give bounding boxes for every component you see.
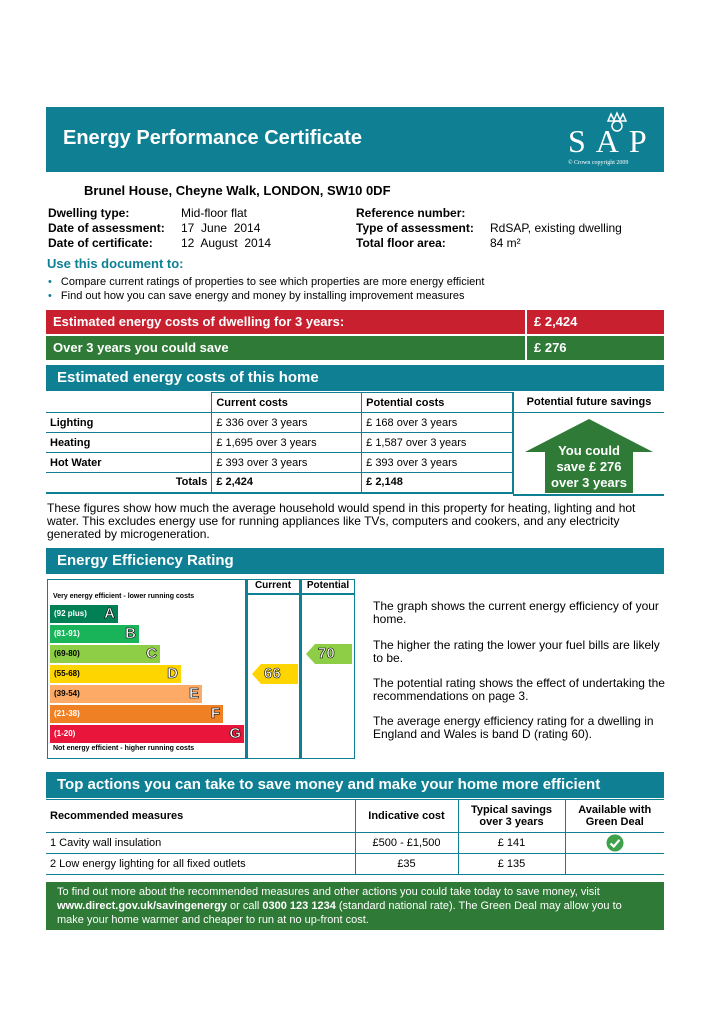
footer-link[interactable]: www.direct.gov.uk/savingenergy <box>57 900 227 912</box>
footer-text: (standard national rate). The Green Deal may allow you to <box>335 900 622 912</box>
date-assessment-value: 17 June 2014 <box>181 221 261 235</box>
sap-logo-text: SAP <box>568 123 657 159</box>
cost-row-potential: £ 168 over 3 years <box>362 413 513 433</box>
type-assessment-value: RdSAP, existing dwelling <box>490 221 622 235</box>
floor-area-value: 84 m² <box>490 236 521 250</box>
measures-header-green-deal: Available with Green Deal <box>565 800 664 833</box>
estimated-cost-value: £ 2,424 <box>527 310 664 334</box>
column-divider <box>299 579 302 759</box>
rating-chart <box>47 579 356 759</box>
footer-line: To find out more about the recommended measures and other actions you could take today to save money, visit <box>57 886 600 898</box>
use-doc-bullet <box>48 290 464 302</box>
use-doc-title: Use this document to: <box>47 256 184 271</box>
costs-header-empty <box>46 393 212 413</box>
band-range: (55-68) <box>54 669 80 678</box>
property-address: Brunel House, Cheyne Walk, LONDON, SW10 0DF <box>84 183 391 198</box>
rating-band-f <box>50 705 223 723</box>
table-row <box>46 413 513 433</box>
actions-section-title: Top actions you can take to save money and make your home more efficient <box>46 772 664 798</box>
date-certificate-label: Date of certificate: <box>48 236 153 250</box>
table-row <box>46 433 513 453</box>
band-letter: E <box>188 685 199 702</box>
reference-label: Reference number: <box>356 206 466 220</box>
bottom-note: Not energy efficient - higher running costs <box>53 745 195 752</box>
rating-band-b <box>50 625 139 643</box>
potential-rating-arrow <box>306 644 352 664</box>
current-rating-arrow <box>252 664 298 684</box>
measure-cost: £35 <box>355 854 458 875</box>
measure-green-deal <box>565 854 664 875</box>
savings-arrow-line: save £ 276 <box>556 459 622 474</box>
measure-name: 1 Cavity wall insulation <box>46 833 355 854</box>
savings-value: £ 276 <box>527 336 664 360</box>
measure-saving: £ 141 <box>458 833 565 854</box>
cost-row-potential: £ 1,587 over 3 years <box>362 433 513 453</box>
costs-header-savings: Potential future savings <box>514 392 664 413</box>
table-row <box>46 854 664 875</box>
costs-header-current: Current costs <box>212 393 362 413</box>
floor-area-label: Total floor area: <box>356 236 446 250</box>
type-assessment-label: Type of assessment: <box>356 221 474 235</box>
rating-paragraph: The average energy efficiency rating for a dwelling in England and Wales is band D (rating 60). <box>373 714 654 741</box>
band-range: (69-80) <box>54 649 80 658</box>
rating-band-c <box>50 645 160 663</box>
savings-bar: Over 3 years you could save <box>46 336 525 360</box>
measure-cost: £500 - £1,500 <box>355 833 458 854</box>
current-column-header: Current <box>254 580 292 591</box>
rating-section-title: Energy Efficiency Rating <box>46 548 664 574</box>
footer-phone: 0300 123 1234 <box>262 900 336 912</box>
dwelling-type-value: Mid-floor flat <box>181 206 248 220</box>
totals-label: Totals <box>46 473 212 493</box>
measures-header-savings: Typical savings over 3 years <box>458 800 565 833</box>
page-title: Energy Performance Certificate <box>63 127 363 149</box>
band-letter: A <box>104 605 115 622</box>
band-range: (1-20) <box>54 729 76 738</box>
footer-text: or call <box>226 900 263 912</box>
bullet-text: Find out how you can save energy and money by installing improvement measures <box>60 290 465 302</box>
savings-column <box>513 392 664 496</box>
rating-band-d <box>50 665 181 683</box>
table-row <box>46 833 664 854</box>
measure-green-deal <box>565 833 664 854</box>
rating-paragraph: The potential rating shows the effect of undertaking the recommendations on page 3. <box>373 676 665 703</box>
cost-row-potential: £ 393 over 3 years <box>362 453 513 473</box>
rating-band-g <box>50 725 244 743</box>
header-divider <box>245 593 355 595</box>
savings-arrow-line: You could <box>558 443 620 458</box>
rating-value: 66 <box>264 665 281 682</box>
rating-paragraph: The higher the rating the lower your fuel bills are likely to be. <box>373 638 660 665</box>
cost-row-name: Heating <box>46 433 212 453</box>
rating-band-a <box>50 605 118 623</box>
table-row <box>46 453 513 473</box>
bullet-text: Compare current ratings of properties to see which properties are more energy efficient <box>60 276 485 288</box>
column-divider <box>245 579 248 759</box>
bullet-icon: • <box>48 290 52 302</box>
band-letter: D <box>167 665 178 682</box>
copyright-text: © Crown copyright 2009 <box>568 160 629 166</box>
table-row-totals <box>46 473 513 493</box>
costs-section-title: Estimated energy costs of this home <box>46 365 664 391</box>
savings-arrow-line: over 3 years <box>551 475 627 490</box>
date-certificate-value: 12 August 2014 <box>181 236 272 250</box>
total-current: £ 2,424 <box>212 473 362 493</box>
rating-band-e <box>50 685 202 703</box>
footer-box <box>46 882 664 930</box>
band-range: (39-54) <box>54 689 80 698</box>
measures-header-measure: Recommended measures <box>46 800 355 833</box>
costs-note: These figures show how much the average household would spend in this property for heating, lighting and hot water. This excludes energy use for running appliances like TVs, computers and cookers, and any electricity generated by microgeneration. <box>47 501 636 541</box>
band-letter: B <box>125 625 136 642</box>
measures-header-cost: Indicative cost <box>355 800 458 833</box>
bullet-icon: • <box>48 276 52 288</box>
footer-line <box>57 899 653 913</box>
footer-line: make your home warmer and cheaper to run at no up-front cost. <box>57 914 369 926</box>
band-letter: F <box>210 705 220 722</box>
cost-row-current: £ 393 over 3 years <box>212 453 362 473</box>
measures-table <box>46 799 664 875</box>
measure-saving: £ 135 <box>458 854 565 875</box>
total-potential: £ 2,148 <box>362 473 513 493</box>
band-range: (92 plus) <box>54 609 87 618</box>
band-range: (21-38) <box>54 709 80 718</box>
cost-row-current: £ 1,695 over 3 years <box>212 433 362 453</box>
cost-row-name: Lighting <box>46 413 212 433</box>
rating-paragraph: The graph shows the current energy efficiency of your home. <box>373 599 659 626</box>
use-doc-bullet <box>48 276 484 288</box>
header-banner <box>46 107 664 172</box>
top-note: Very energy efficient - lower running costs <box>53 593 195 600</box>
potential-column-header: Potential <box>306 580 350 591</box>
cost-row-name: Hot Water <box>46 453 212 473</box>
check-icon <box>606 834 624 852</box>
band-letter: G <box>229 725 241 742</box>
rating-value: 70 <box>318 645 335 662</box>
date-assessment-label: Date of assessment: <box>48 221 165 235</box>
costs-table <box>46 392 513 494</box>
band-range: (81-91) <box>54 629 80 638</box>
costs-header-potential: Potential costs <box>362 393 513 413</box>
band-letter: C <box>146 645 157 662</box>
sap-logo <box>566 111 661 169</box>
estimated-cost-bar: Estimated energy costs of dwelling for 3 years: <box>46 310 525 334</box>
cost-row-current: £ 336 over 3 years <box>212 413 362 433</box>
measure-name: 2 Low energy lighting for all fixed outlets <box>46 854 355 875</box>
dwelling-type-label: Dwelling type: <box>48 206 130 220</box>
